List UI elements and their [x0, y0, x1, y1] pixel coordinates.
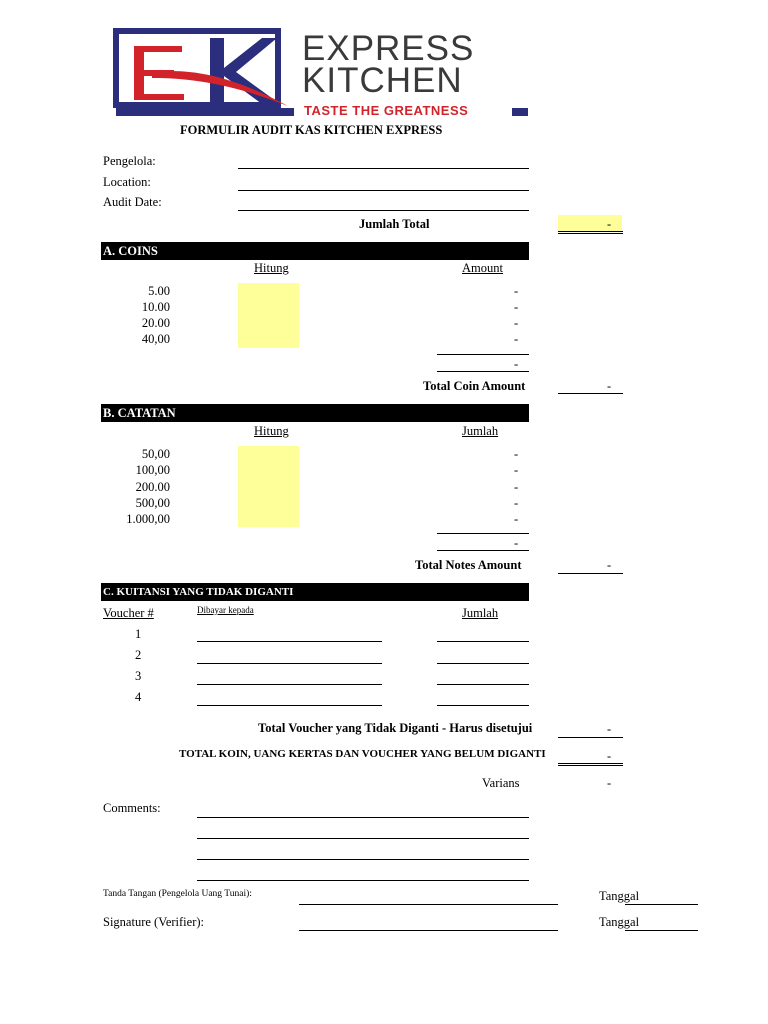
form-title: FORMULIR AUDIT KAS KITCHEN EXPRESS [180, 123, 443, 137]
notes-subtotal-value: - [514, 536, 519, 550]
comments-line[interactable] [197, 838, 529, 839]
voucher-row-number: 4 [135, 690, 142, 704]
voucher-paid-to-line[interactable] [197, 641, 382, 642]
voucher-row-number: 1 [135, 627, 142, 641]
variance-label: Varians [482, 776, 520, 790]
cashier-date-label: Tanggal [599, 889, 640, 903]
voucher-paid-to-line[interactable] [197, 663, 382, 664]
coin-amount: - [514, 300, 519, 314]
notes-total-underline [558, 573, 623, 574]
cashier-signature-label: Tanda Tangan (Pengelola Uang Tunai): [103, 889, 252, 899]
comments-line[interactable] [197, 817, 529, 818]
comments-label: Comments: [103, 801, 161, 815]
coin-denomination: 20.00 [141, 316, 170, 330]
note-amount: - [514, 480, 519, 494]
brand-line-1: EXPRESS [302, 29, 475, 68]
notes-section-header: B. CATATAN [101, 404, 529, 422]
grand-summary-value: - [607, 749, 612, 763]
coin-amount: - [514, 316, 519, 330]
coins-total-underline [558, 393, 623, 394]
notes-subtotal-top-line [437, 533, 529, 534]
coins-amount-header: Amount [462, 261, 503, 275]
notes-amount-header: Jumlah [462, 424, 499, 438]
cashier-signature-line[interactable] [299, 904, 558, 905]
coins-subtotal-bottom-line [437, 371, 529, 372]
note-amount: - [514, 512, 519, 526]
coins-count-cells[interactable] [238, 283, 299, 348]
voucher-amount-line[interactable] [437, 663, 529, 664]
note-denomination: 50,00 [141, 447, 170, 461]
coin-denomination: 40,00 [141, 332, 170, 346]
voucher-row-number: 3 [135, 669, 142, 683]
grand-total-underline [558, 231, 623, 234]
note-amount: - [514, 463, 519, 477]
coins-total-value: - [607, 379, 612, 393]
voucher-paid-to-line[interactable] [197, 684, 382, 685]
note-denomination: 200.00 [135, 480, 170, 494]
grand-summary-label: TOTAL KOIN, UANG KERTAS DAN VOUCHER YANG BELUM DIGANTI [179, 748, 546, 760]
grand-total-label: Jumlah Total [359, 217, 430, 231]
coins-subtotal-top-line [437, 354, 529, 355]
comments-line[interactable] [197, 880, 529, 881]
note-amount: - [514, 496, 519, 510]
company-logo [112, 28, 532, 122]
verifier-date-label: Tanggal [599, 915, 640, 929]
vouchers-total-underline [558, 737, 623, 738]
voucher-amount-header: Jumlah [462, 606, 499, 620]
coin-denomination: 10.00 [141, 300, 170, 314]
note-denomination: 500,00 [135, 496, 170, 510]
notes-total-value: - [607, 558, 612, 572]
voucher-amount-line[interactable] [437, 641, 529, 642]
audit-date-label: Audit Date: [103, 195, 162, 209]
voucher-paid-to-line[interactable] [197, 705, 382, 706]
note-amount: - [514, 447, 519, 461]
grand-total-value: - [607, 217, 612, 231]
grand-summary-underline [558, 763, 623, 766]
notes-subtotal-bottom-line [437, 550, 529, 551]
comments-line[interactable] [197, 859, 529, 860]
coins-total-label: Total Coin Amount [423, 379, 526, 393]
vouchers-total-label: Total Voucher yang Tidak Diganti - Harus disetujui [258, 721, 533, 735]
coin-amount: - [514, 332, 519, 346]
note-denomination: 100,00 [135, 463, 170, 477]
notes-total-label: Total Notes Amount [415, 558, 522, 572]
variance-value: - [607, 776, 612, 790]
grand-total-cell[interactable] [558, 215, 622, 232]
audit-date-input-line[interactable] [238, 210, 529, 211]
verifier-signature-label: Signature (Verifier): [103, 915, 205, 929]
note-denomination: 1.000,00 [126, 512, 170, 526]
voucher-amount-line[interactable] [437, 684, 529, 685]
verifier-date-line[interactable] [625, 930, 698, 931]
location-input-line[interactable] [238, 190, 529, 191]
manager-input-line[interactable] [238, 168, 529, 169]
coins-section-header: A. COINS [101, 242, 529, 260]
voucher-amount-line[interactable] [437, 705, 529, 706]
vouchers-section-header: C. KUITANSI YANG TIDAK DIGANTI [101, 583, 529, 601]
coins-count-header: Hitung [254, 261, 289, 275]
vouchers-total-value: - [607, 722, 612, 736]
cashier-date-line[interactable] [625, 904, 698, 905]
coins-subtotal-value: - [514, 357, 519, 371]
voucher-number-header: Voucher # [103, 606, 154, 620]
manager-label: Pengelola: [103, 154, 156, 168]
coin-denomination: 5.00 [148, 284, 170, 298]
location-label: Location: [103, 175, 151, 189]
brand-tagline: TASTE THE GREATNESS [304, 103, 469, 118]
verifier-signature-line[interactable] [299, 930, 558, 931]
brand-line-2: KITCHEN [302, 61, 463, 100]
notes-count-header: Hitung [254, 424, 289, 438]
voucher-paid-to-header: Dibayar kepada [197, 605, 254, 615]
coin-amount: - [514, 284, 519, 298]
voucher-row-number: 2 [135, 648, 142, 662]
notes-count-cells[interactable] [238, 446, 299, 527]
